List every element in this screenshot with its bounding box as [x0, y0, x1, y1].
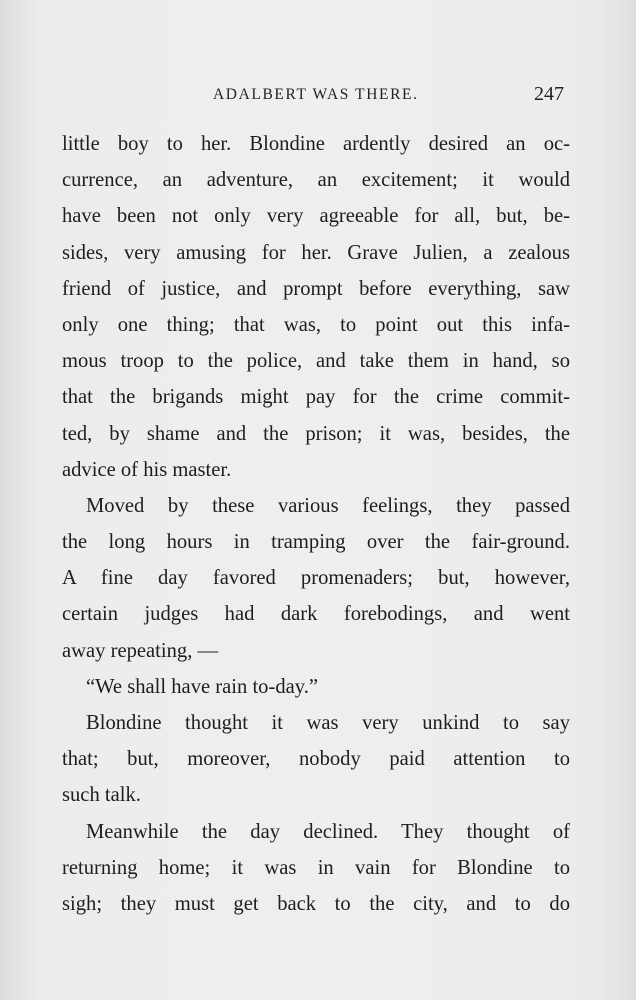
text-line: mous troop to the police, and take them in hand, so	[62, 350, 570, 373]
paragraph-start-line: Moved by these various feelings, they passed	[86, 494, 570, 517]
text-line: only one thing; that was, to point out this infa-	[62, 313, 570, 336]
page-number: 247	[534, 83, 564, 105]
paragraph-end-line: away repeating, —	[62, 639, 219, 662]
paragraph-end-line: advice of his master.	[62, 458, 232, 481]
running-title: ADALBERT WAS THERE.	[213, 86, 419, 103]
text-line: little boy to her. Blondine ardently desired an oc-	[62, 133, 570, 155]
text-line: ted, by shame and the prison; it was, besides, the	[62, 422, 570, 445]
running-head	[0, 83, 636, 116]
paragraph-start-line: Meanwhile the day declined. They thought of	[86, 820, 570, 843]
body-text	[62, 126, 570, 922]
text-line: A fine day favored promenaders; but, however,	[62, 567, 570, 590]
text-line: that; but, moreover, nobody paid attention to	[62, 748, 570, 771]
text-line: sigh; they must get back to the city, and to do	[62, 892, 570, 915]
paragraph-start-line: Blondine thought it was very unkind to say	[86, 712, 570, 734]
text-line: friend of justice, and prompt before everything, saw	[62, 277, 570, 300]
text-line: have been not only very agreeable for all, but, be-	[62, 205, 570, 228]
text-line: certain judges had dark forebodings, and went	[62, 603, 570, 626]
text-line: sides, very amusing for her. Grave Julien, a zealous	[62, 241, 570, 264]
text-line: returning home; it was in vain for Blondine to	[62, 856, 570, 879]
text-line: that the brigands might pay for the crime commit-	[62, 386, 570, 409]
quoted-speech-line: “We shall have rain to-day.”	[86, 675, 319, 698]
paragraph-end-line: such talk.	[62, 784, 141, 807]
text-line: currence, an adventure, an excitement; it would	[62, 169, 570, 192]
text-line: the long hours in tramping over the fair-ground.	[62, 531, 570, 554]
